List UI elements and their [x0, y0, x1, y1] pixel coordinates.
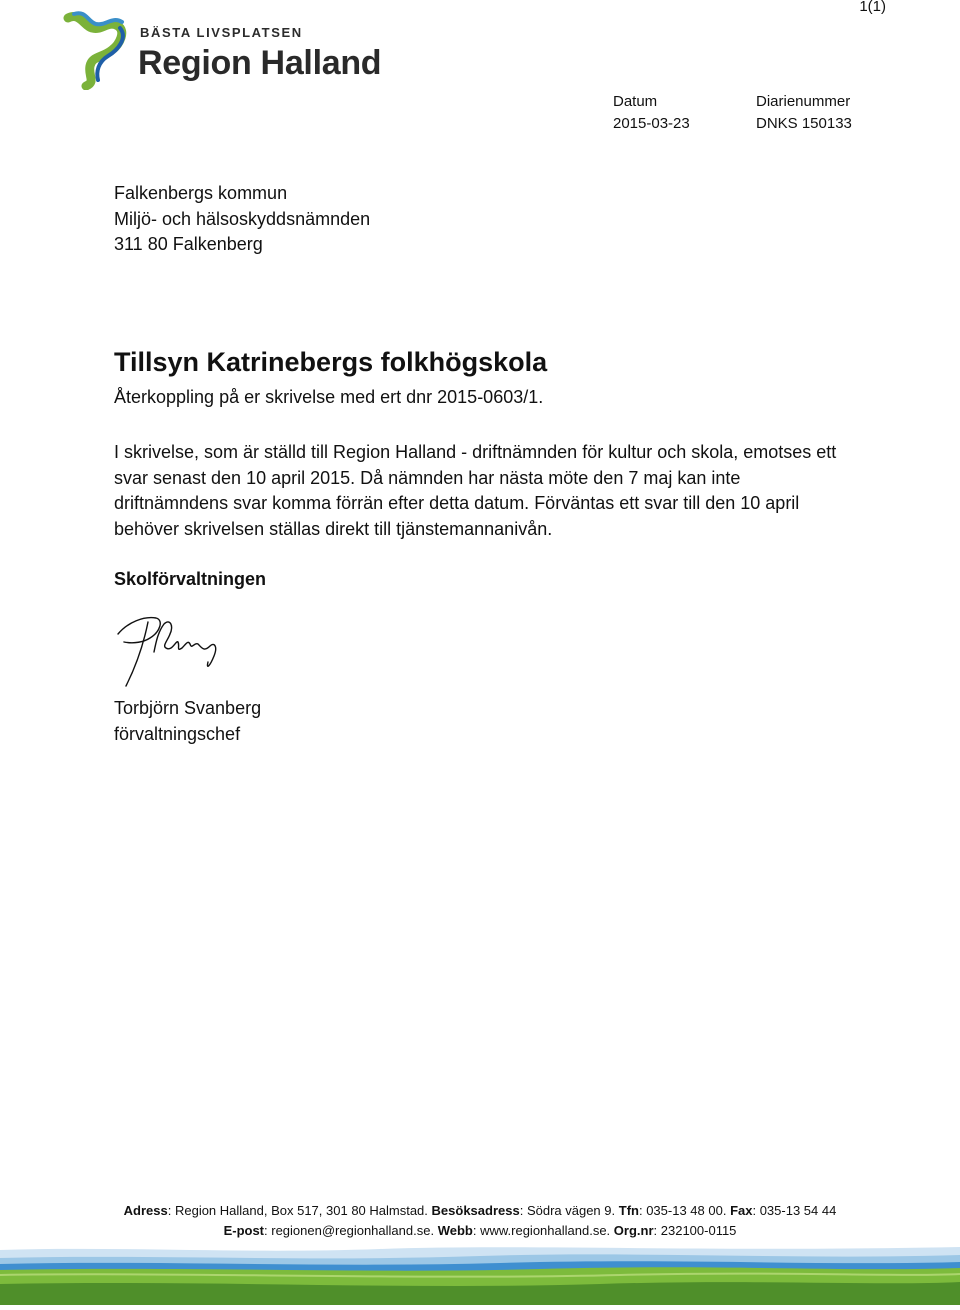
date-value: 2015-03-23 — [613, 115, 690, 132]
department-name: Skolförvaltningen — [114, 569, 267, 589]
recipient-line: Miljö- och hälsoskyddsnämnden — [114, 208, 371, 229]
org-value: 232100-0115 — [660, 1222, 737, 1238]
address-label: Adress — [123, 1203, 168, 1218]
web-label: Webb — [437, 1222, 473, 1238]
address-value: Region Halland, Box 517, 301 80 Halmstad — [174, 1203, 425, 1218]
logo-tagline: BÄSTA LIVSPLATSEN — [140, 25, 303, 40]
diary-value: DNKS 150133 — [756, 115, 852, 132]
document-subtitle: Återkoppling på er skrivelse med ert dnr 2015-0603/1. — [114, 387, 544, 407]
signer-name: Torbjörn Svanberg — [114, 698, 262, 718]
page-number: 1(1) — [859, 0, 886, 15]
date-block — [613, 91, 690, 135]
phone-value: 035-13 48 00 — [646, 1203, 723, 1218]
logo-name: Region Halland — [138, 44, 382, 82]
fax-label: Fax — [730, 1203, 753, 1218]
fax-value: 035-13 54 44 — [759, 1203, 837, 1218]
org-label: Org.nr — [613, 1222, 654, 1238]
signer-title: förvaltningschef — [114, 723, 241, 744]
date-label: Datum — [613, 93, 658, 110]
diary-label: Diarienummer — [756, 93, 851, 110]
handwritten-signature — [114, 612, 226, 690]
region-halland-logo — [62, 6, 392, 90]
footer-line-1: Adress: Region Halland, Box 517, 301 80 Halmstad. Besöksadress: Södra vägen 9. Tfn: 035-13 48 00. Fax: 035-13 54 44 — [123, 1203, 837, 1218]
recipient-line: 311 80 Falkenberg — [114, 234, 263, 254]
footer-line-2: E-post: regionen@regionhalland.se. Webb: www.regionhalland.se. Org.nr: 232100-0115 — [223, 1222, 737, 1238]
signer-block — [114, 696, 261, 747]
phone-label: Tfn — [618, 1203, 639, 1218]
recipient-address — [114, 181, 370, 258]
region-halland-logo-mark-icon — [62, 6, 142, 90]
document-title: Tillsyn Katrinebergs folkhögskola — [114, 347, 548, 377]
footer-contact — [0, 1201, 960, 1240]
email-label: E-post — [223, 1222, 265, 1238]
visit-label: Besöksadress — [431, 1203, 520, 1218]
visit-value: Södra vägen 9 — [526, 1203, 612, 1218]
web-value: www.regionhalland.se — [480, 1222, 607, 1238]
email-value: regionen@regionhalland.se — [271, 1222, 431, 1238]
recipient-line: Falkenbergs kommun — [114, 183, 288, 203]
body-paragraph: I skrivelse, som är ställd till Region Halland - driftnämnden för kultur och skola, emotses ett svar senast den 10 april 2015. Då nämnden har nästa möte den 7 maj kan inte driftnämndens svar komma förrän efter detta datum. Förväntas ett svar till den 10 april behöver skrivelsen ställas direkt till tjänstemannanivån. — [114, 442, 837, 539]
diary-block — [756, 91, 852, 135]
landscape-band — [0, 1244, 960, 1305]
